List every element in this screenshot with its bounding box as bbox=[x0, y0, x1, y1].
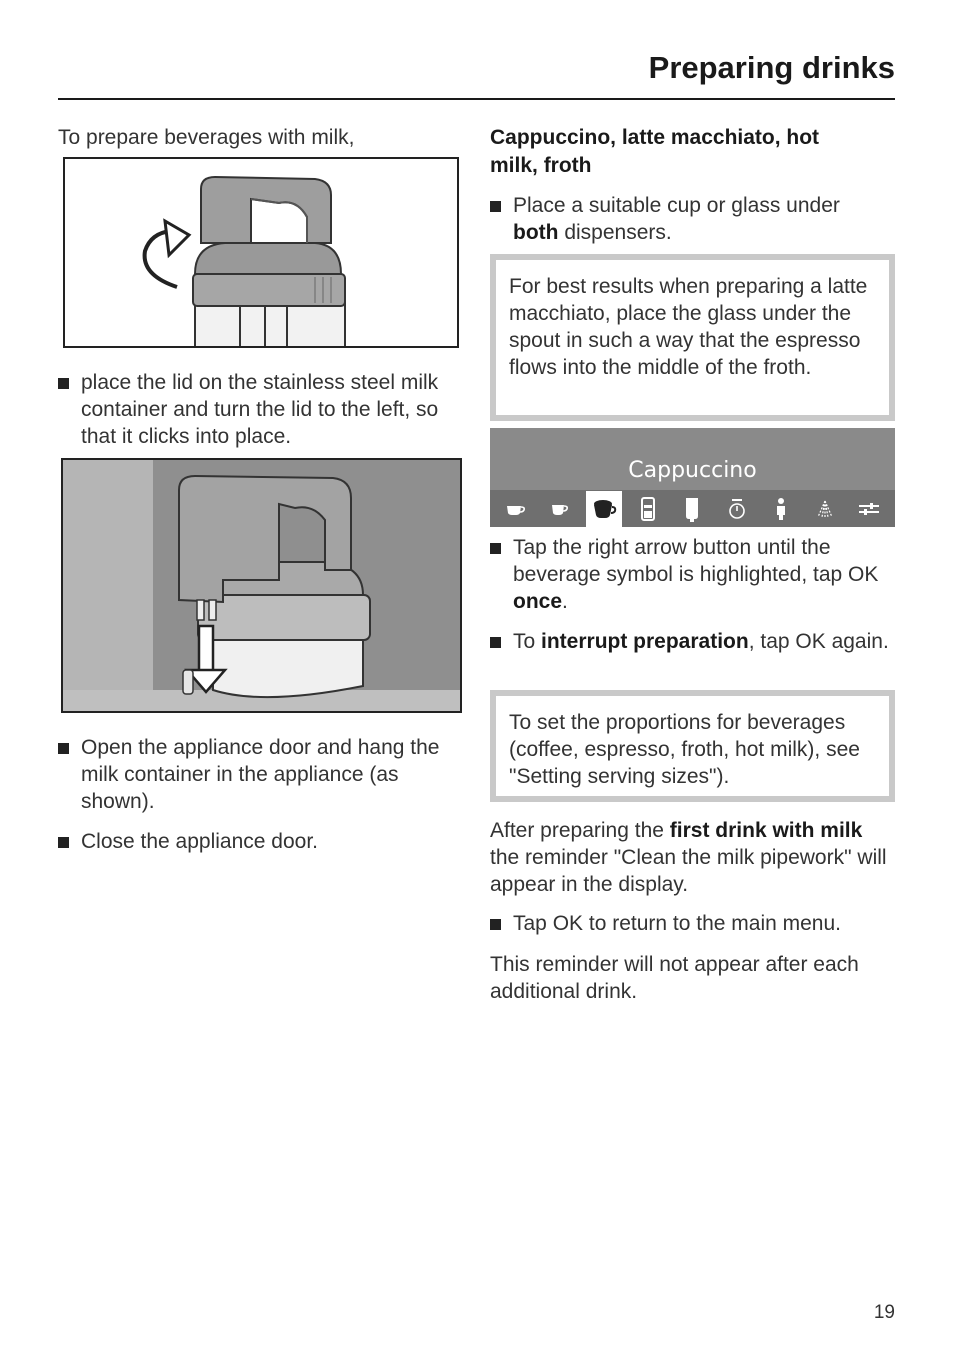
serving-sizes-tip: To set the proportions for beverages (coffee, espresso, froth, hot milk), see "Setting serving sizes"). bbox=[490, 690, 895, 802]
section-heading-line2: milk, froth bbox=[490, 154, 592, 177]
lid-turning-illustration bbox=[63, 157, 459, 348]
bold-once: once bbox=[513, 590, 563, 613]
section-heading bbox=[490, 124, 895, 180]
bullet-text: Close the appliance door. bbox=[81, 830, 318, 853]
lid-illustration-svg bbox=[65, 159, 457, 346]
section-heading-line1: Cappuccino, latte macchiato, hot bbox=[490, 126, 820, 149]
steam-icon bbox=[807, 491, 843, 527]
reminder-paragraph: After preparing the first drink with milk the reminder "Clean the milk pipework" will appear in the display. bbox=[490, 819, 887, 896]
bullet-square-icon bbox=[490, 637, 501, 648]
bullet-text: Tap the right arrow button until the beverage symbol is highlighted, tap OK once. bbox=[513, 536, 879, 613]
bullet-text: Place a suitable cup or glass under both dispensers. bbox=[513, 194, 840, 244]
latte-macchiato-tip: For best results when preparing a latte macchiato, place the glass under the spout in such a way that the espresso flows into the middle of the froth. bbox=[490, 254, 895, 421]
hang-container-illustration bbox=[61, 458, 462, 713]
espresso-cup-icon bbox=[542, 491, 578, 527]
appliance-illustration-svg bbox=[63, 460, 460, 711]
person-icon bbox=[763, 491, 799, 527]
bullet-place-lid bbox=[58, 369, 458, 450]
bold-interrupt-preparation: interrupt preparation bbox=[541, 630, 749, 653]
bullet-square-icon bbox=[490, 543, 501, 554]
bullet-square-icon bbox=[58, 743, 69, 754]
bullet-text: Open the appliance door and hang the milk container in the appliance (as shown). bbox=[81, 736, 440, 813]
intro-text: To prepare beverages with milk, bbox=[58, 126, 355, 149]
bullet-interrupt bbox=[490, 628, 895, 655]
title-rule bbox=[58, 98, 895, 100]
bullet-square-icon bbox=[58, 378, 69, 389]
bullet-close-door bbox=[58, 828, 458, 855]
latte-glass-icon bbox=[630, 491, 666, 527]
bullet-square-icon bbox=[58, 837, 69, 848]
cappuccino-icon bbox=[586, 491, 622, 527]
coffee-cup-icon bbox=[498, 491, 534, 527]
bold-first-drink: first drink with milk bbox=[669, 819, 863, 842]
bullet-hang-container bbox=[58, 734, 458, 815]
bullet-text: Tap OK to return to the main menu. bbox=[513, 912, 842, 935]
bullet-square-icon bbox=[490, 201, 501, 212]
display-title: Cappuccino bbox=[628, 458, 757, 483]
page-number: 19 bbox=[873, 1302, 895, 1323]
final-paragraph: This reminder will not appear after each additional drink. bbox=[490, 953, 859, 1003]
milk-jug-icon bbox=[674, 491, 710, 527]
bullet-text: To interrupt preparation, tap OK again. bbox=[513, 630, 889, 653]
page-title: Preparing drinks bbox=[648, 50, 895, 85]
bullet-tap-arrow bbox=[490, 534, 895, 615]
display-icon-bar bbox=[490, 490, 895, 527]
bullet-square-icon bbox=[490, 919, 501, 930]
timer-icon bbox=[719, 491, 755, 527]
bold-both: both bbox=[513, 221, 559, 244]
bullet-place-cup bbox=[490, 192, 895, 246]
appliance-display bbox=[490, 428, 895, 527]
settings-icon bbox=[851, 491, 887, 527]
bullet-tap-ok bbox=[490, 910, 895, 937]
bullet-text: place the lid on the stainless steel milk container and turn the lid to the left, so that it clicks into place. bbox=[81, 371, 439, 448]
